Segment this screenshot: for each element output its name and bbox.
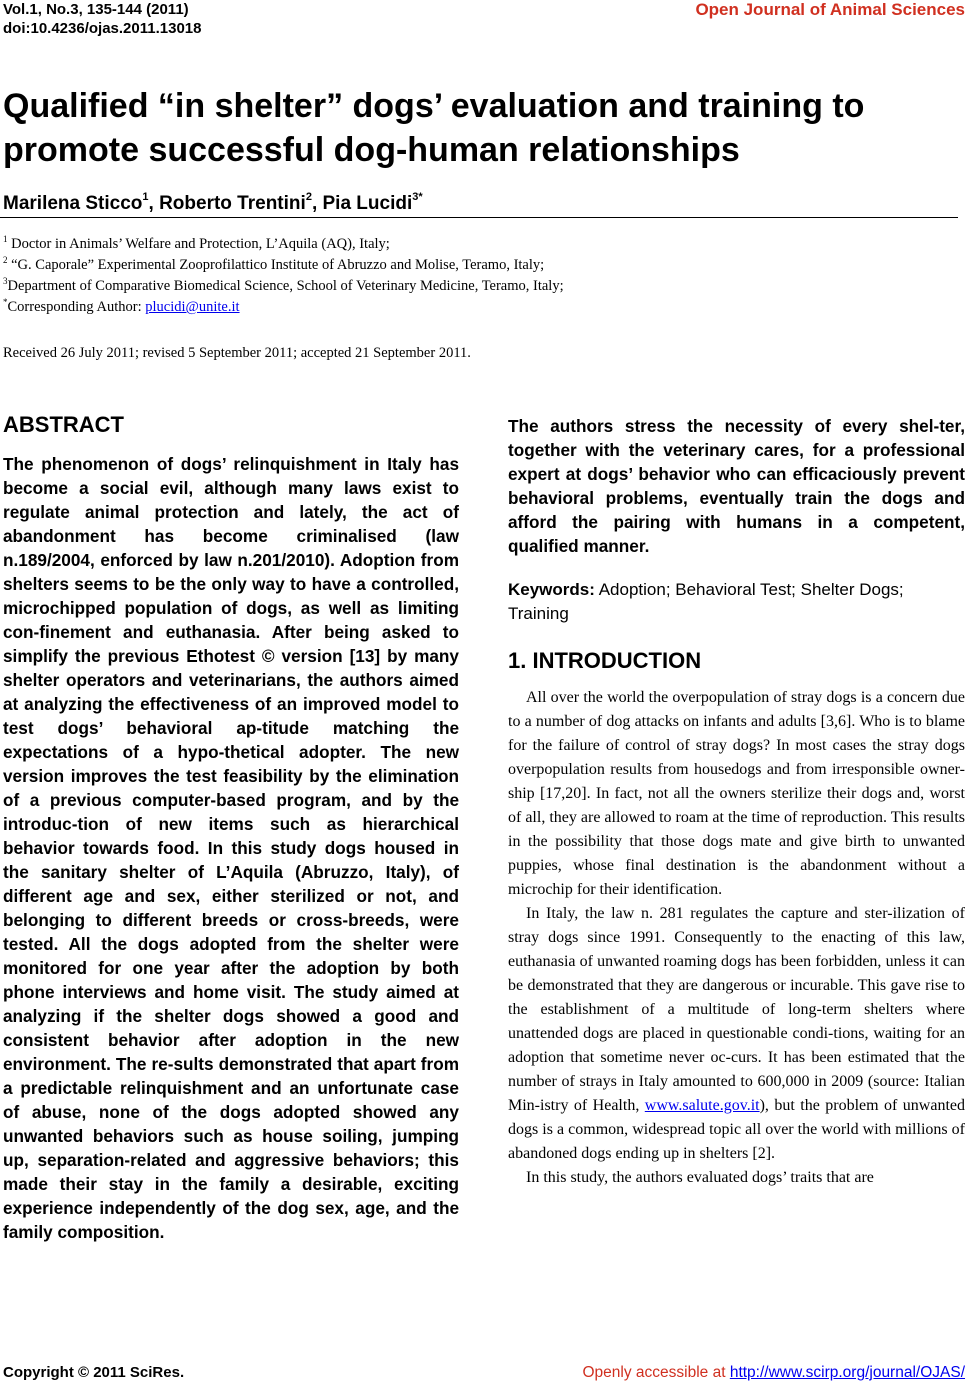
author-affiliation-mark: 3* [412,190,423,203]
author-name: Pia Lucidi [322,193,413,214]
abstract-text: The phenomenon of dogs’ relinquishment in Italy has become a social evil, although many laws exist to regulate animal protection and lately, the act of abandonment has become criminalised (law n.189/2004, enforced by law n.201/2010). Adoption from shelters seems to be the only way to have a controlled, microchipped population of dogs, as well as limiting con-finement and euthanasia. After being asked to simplify the previous Ethotest © version [13] by many shelter operators and veterinarians, the authors aimed at analyzing the effectiveness of an improved model to test dogs’ behavioral ap-titude matching the expectations of a hypo-thetical adopter. The new version improves the test feasibility by the elimination of a previous computer-based program, and by the introduc-tion of new items such as hierarchical behavior towards food. In this study dogs housed in the sanitary shelter of L’Aquila (Abruzzo, Italy), of different age and sex, either sterilized or not, and belonging to different breeds or cross-breeds, were tested. All the dogs adopted from the shelter were monitored for one year after the adoption by both phone interviews and home visit. The study aimed at analyzing if the shelter dogs showed a good and consistent behavior after adoption in the new environment. The re-sults demonstrated that apart from a predictable relinquishment and an unfortunate case of abuse, none of the dogs adopted showed any unwanted behaviors such as house soiling, jumping up, separation-related and aggressive behaviors; this made their stay in the family a desirable, exciting experience independently of the dog sex, age, and the family composition. [3,454,459,1242]
affiliation-3 [3,277,564,295]
author-affiliation-mark: 1 [142,190,149,203]
paragraph-text: In Italy, the law n. 281 regulates the capture and ster-ilization of stray dogs since 1991. Consequently to the enacting of this law, euthanasia of unwanted roaming dogs has been forbidden, unless it can be demonstrated that they are dangerous or incurable. This gave rise to the establishment of a multitude of long-term shelters where unattended dogs are placed in questionable condi-tions, waiting for an adoption that sometime never oc-curs. It has been estimated that the number of strays in Italy amounted to 600,000 in 2009 (source: Italian Min-istry of Health, [508,905,965,1114]
affiliation-mark: 3 [3,276,8,287]
corresponding-label: Corresponding Author: [7,299,146,315]
affiliation-text: Doctor in Animals’ Welfare and Protection, L’Aquila (AQ), Italy; [7,236,390,252]
abstract-heading: ABSTRACT [3,412,124,437]
title-line-2: promote successful dog-human relationships [3,131,740,169]
affiliation-text: “G. Caporale” Experimental Zooprofilattico Institute of Abruzzo and Molise, Teramo, Italy; [7,257,545,273]
copyright-notice: Copyright © 2011 SciRes. [3,1364,185,1381]
intro-paragraph-1: All over the world the overpopulation of stray dogs is a concern due to a number of dog attacks on infants and adults [3,6]. Who is to blame for the failure of control of stray dogs? In most cases the stray dogs overpopulation results from housedogs and from irresponsible owner-ship [17,20]. In fact, not all the owners sterilize their dogs and, worst of all, they are allowed to roam at the time of reproduction. This results in the possibility that those dogs mate and give birth to unwanted puppies, whose final destination is the abandonment without a microchip for their identification. [508,689,965,898]
journal-url-link[interactable]: http://www.scirp.org/journal/OJAS/ [729,1364,965,1381]
title-line-1: Qualified “in shelter” dogs’ evaluation and training to [3,87,865,125]
volume-line: Vol.1, No.3, 135-144 (2011) [3,1,189,18]
left-column [3,408,459,1244]
author-name: Marilena Sticco [3,193,143,214]
paragraph-text: ), but the problem of unwanted dogs is a common, widespread topic all over the world with millions of abandoned dogs ending up in shelters [2]. [508,1097,966,1162]
author-name: Roberto Trentini [159,193,306,214]
corresponding-author [3,298,240,316]
author-separator: , [148,193,160,214]
doi-line: doi:10.4236/ojas.2011.13018 [3,20,202,37]
affiliation-text: Department of Comparative Biomedical Science, School of Veterinary Medicine, Teramo, Italy; [7,278,564,294]
author-separator: , [311,193,323,214]
affiliation-mark: 2 [3,255,8,266]
keywords-text: Adoption; Behavioral Test; Shelter Dogs; Training [508,580,904,623]
corresponding-email-link[interactable]: plucidi@unite.it [145,299,240,315]
introduction-heading: 1. INTRODUCTION [508,648,702,673]
paper-title [3,84,963,172]
author-list [3,192,423,216]
intro-paragraph-3: In this study, the authors evaluated dogs’ traits that are [526,1169,874,1186]
received-dates: Received 26 July 2011; revised 5 September 2011; accepted 21 September 2011. [3,345,471,361]
journal-header-left [3,0,201,38]
title-divider [0,217,958,218]
affiliation-1 [3,235,390,253]
intro-paragraph-2 [508,902,965,1166]
affiliation-2 [3,256,544,274]
open-access-label: Openly accessible at [582,1364,730,1381]
salute-link[interactable]: www.salute.gov.it [644,1097,760,1114]
abstract-continuation: The authors stress the necessity of every shel-ter, together with the veterinary cares, for a professional expert at dogs’ behavior who can efficaciously prevent behavioral problems, eventually train the dogs and afford the pairing with humans in a competent, qualified manner. [508,416,965,556]
keywords-label: Keywords: [508,580,595,599]
right-column [508,414,965,1190]
keywords [508,578,965,626]
affiliation-mark: 1 [3,234,8,245]
corresponding-mark: * [3,297,8,308]
journal-name: Open Journal of Animal Sciences [695,0,965,19]
open-access-notice [583,1364,966,1382]
author-affiliation-mark: 2 [305,190,312,203]
